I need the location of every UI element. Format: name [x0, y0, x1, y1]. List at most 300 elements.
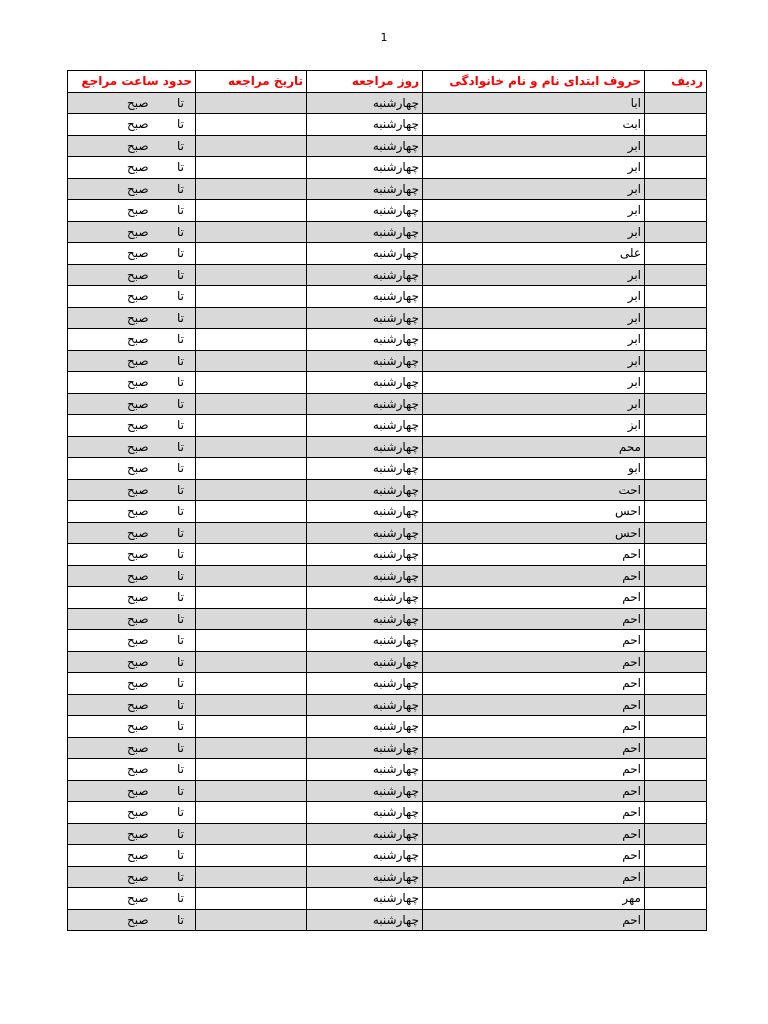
table-row — [68, 350, 707, 372]
table-row — [68, 737, 707, 759]
hours-to-label: تا — [177, 869, 184, 884]
cell-radif — [645, 716, 707, 738]
cell-name-initials: احس — [423, 501, 645, 523]
cell-visit-hours — [68, 651, 196, 673]
cell-visit-date — [196, 157, 307, 179]
table-row — [68, 823, 707, 845]
table-row — [68, 286, 707, 308]
cell-visit-hours — [68, 522, 196, 544]
cell-visit-date — [196, 436, 307, 458]
cell-visit-hours — [68, 157, 196, 179]
cell-radif — [645, 264, 707, 286]
appointment-table — [67, 70, 707, 931]
hours-to-label: تا — [177, 805, 184, 820]
cell-visit-day: چهارشنبه — [307, 694, 423, 716]
cell-visit-day: چهارشنبه — [307, 372, 423, 394]
table-row — [68, 178, 707, 200]
cell-radif — [645, 501, 707, 523]
cell-name-initials: مهر — [423, 888, 645, 910]
table-row — [68, 415, 707, 437]
cell-radif — [645, 673, 707, 695]
cell-visit-hours — [68, 802, 196, 824]
cell-visit-hours — [68, 608, 196, 630]
cell-visit-hours — [68, 329, 196, 351]
table-row — [68, 372, 707, 394]
hours-morning-label: صبح — [127, 203, 149, 218]
cell-visit-day: چهارشنبه — [307, 393, 423, 415]
hours-to-label: تا — [177, 568, 184, 583]
cell-visit-hours — [68, 178, 196, 200]
cell-visit-date — [196, 264, 307, 286]
hours-morning-label: صبح — [127, 117, 149, 132]
cell-visit-hours — [68, 479, 196, 501]
header-visit-hours: حدود ساعت مراجع — [68, 71, 196, 93]
cell-visit-hours — [68, 92, 196, 114]
cell-visit-date — [196, 544, 307, 566]
hours-to-label: تا — [177, 633, 184, 648]
hours-morning-label: صبح — [127, 181, 149, 196]
hours-to-label: تا — [177, 396, 184, 411]
cell-visit-hours — [68, 780, 196, 802]
cell-visit-date — [196, 458, 307, 480]
hours-morning-label: صبح — [127, 439, 149, 454]
cell-radif — [645, 866, 707, 888]
hours-to-label: تا — [177, 697, 184, 712]
cell-visit-day: چهارشنبه — [307, 608, 423, 630]
hours-to-label: تا — [177, 504, 184, 519]
page-number: 1 — [380, 31, 388, 44]
hours-morning-label: صبح — [127, 697, 149, 712]
table-row — [68, 780, 707, 802]
cell-visit-date — [196, 350, 307, 372]
table-row — [68, 307, 707, 329]
cell-name-initials: احم — [423, 737, 645, 759]
cell-visit-day: چهارشنبه — [307, 114, 423, 136]
cell-name-initials: احم — [423, 608, 645, 630]
cell-visit-hours — [68, 436, 196, 458]
hours-morning-label: صبح — [127, 676, 149, 691]
cell-visit-hours — [68, 372, 196, 394]
hours-morning-label: صبح — [127, 912, 149, 927]
hours-to-label: تا — [177, 353, 184, 368]
cell-visit-date — [196, 92, 307, 114]
hours-to-label: تا — [177, 461, 184, 476]
table-row — [68, 866, 707, 888]
cell-visit-day: چهارشنبه — [307, 651, 423, 673]
cell-radif — [645, 759, 707, 781]
cell-name-initials: ابا — [423, 92, 645, 114]
hours-morning-label: صبح — [127, 224, 149, 239]
hours-morning-label: صبح — [127, 461, 149, 476]
header-visit-day: روز مراجعه — [307, 71, 423, 93]
hours-to-label: تا — [177, 783, 184, 798]
cell-visit-hours — [68, 200, 196, 222]
hours-morning-label: صبح — [127, 719, 149, 734]
cell-visit-date — [196, 135, 307, 157]
cell-visit-date — [196, 888, 307, 910]
hours-to-label: تا — [177, 418, 184, 433]
cell-radif — [645, 565, 707, 587]
cell-radif — [645, 178, 707, 200]
cell-visit-date — [196, 780, 307, 802]
cell-name-initials: احم — [423, 565, 645, 587]
hours-morning-label: صبح — [127, 611, 149, 626]
cell-name-initials: علی — [423, 243, 645, 265]
cell-visit-date — [196, 630, 307, 652]
cell-visit-day: چهارشنبه — [307, 780, 423, 802]
hours-morning-label: صبح — [127, 504, 149, 519]
cell-visit-hours — [68, 888, 196, 910]
table-row — [68, 630, 707, 652]
table-row — [68, 587, 707, 609]
cell-visit-hours — [68, 630, 196, 652]
cell-name-initials: ابر — [423, 329, 645, 351]
hours-to-label: تا — [177, 848, 184, 863]
cell-name-initials: ابر — [423, 157, 645, 179]
table-row — [68, 501, 707, 523]
cell-radif — [645, 458, 707, 480]
hours-to-label: تا — [177, 912, 184, 927]
cell-name-initials: ابر — [423, 200, 645, 222]
cell-visit-day: چهارشنبه — [307, 458, 423, 480]
cell-radif — [645, 780, 707, 802]
cell-radif — [645, 909, 707, 931]
hours-morning-label: صبح — [127, 289, 149, 304]
table-row — [68, 909, 707, 931]
cell-visit-day: چهارشنبه — [307, 243, 423, 265]
table-row — [68, 651, 707, 673]
cell-visit-hours — [68, 114, 196, 136]
cell-visit-hours — [68, 673, 196, 695]
cell-visit-day: چهارشنبه — [307, 673, 423, 695]
hours-morning-label: صبح — [127, 891, 149, 906]
hours-morning-label: صبح — [127, 396, 149, 411]
hours-morning-label: صبح — [127, 375, 149, 390]
cell-name-initials: ابز — [423, 415, 645, 437]
cell-name-initials: احم — [423, 587, 645, 609]
cell-visit-date — [196, 823, 307, 845]
hours-morning-label: صبح — [127, 869, 149, 884]
cell-visit-date — [196, 673, 307, 695]
hours-to-label: تا — [177, 826, 184, 841]
cell-radif — [645, 157, 707, 179]
hours-to-label: تا — [177, 203, 184, 218]
cell-visit-hours — [68, 587, 196, 609]
cell-radif — [645, 522, 707, 544]
cell-name-initials: ابر — [423, 264, 645, 286]
cell-visit-date — [196, 694, 307, 716]
cell-name-initials: احم — [423, 630, 645, 652]
cell-visit-day: چهارشنبه — [307, 522, 423, 544]
cell-name-initials: احم — [423, 651, 645, 673]
hours-morning-label: صبح — [127, 525, 149, 540]
table-row — [68, 243, 707, 265]
cell-radif — [645, 200, 707, 222]
table-row — [68, 802, 707, 824]
cell-radif — [645, 243, 707, 265]
cell-visit-date — [196, 200, 307, 222]
hours-to-label: تا — [177, 375, 184, 390]
table-row — [68, 436, 707, 458]
hours-to-label: تا — [177, 95, 184, 110]
cell-visit-day: چهارشنبه — [307, 866, 423, 888]
hours-morning-label: صبح — [127, 138, 149, 153]
cell-visit-day: چهارشنبه — [307, 587, 423, 609]
cell-radif — [645, 307, 707, 329]
cell-visit-date — [196, 243, 307, 265]
cell-visit-date — [196, 393, 307, 415]
table-row — [68, 479, 707, 501]
cell-visit-day: چهارشنبه — [307, 909, 423, 931]
cell-visit-hours — [68, 716, 196, 738]
cell-visit-date — [196, 501, 307, 523]
cell-visit-hours — [68, 909, 196, 931]
hours-morning-label: صبح — [127, 353, 149, 368]
cell-name-initials: محم — [423, 436, 645, 458]
hours-morning-label: صبح — [127, 848, 149, 863]
cell-radif — [645, 823, 707, 845]
cell-visit-day: چهارشنبه — [307, 565, 423, 587]
hours-morning-label: صبح — [127, 805, 149, 820]
cell-visit-date — [196, 565, 307, 587]
hours-to-label: تا — [177, 547, 184, 562]
cell-visit-date — [196, 307, 307, 329]
hours-morning-label: صبح — [127, 547, 149, 562]
hours-morning-label: صبح — [127, 783, 149, 798]
table-row — [68, 888, 707, 910]
table-row — [68, 673, 707, 695]
cell-name-initials: احم — [423, 866, 645, 888]
cell-visit-day: چهارشنبه — [307, 286, 423, 308]
cell-visit-date — [196, 651, 307, 673]
cell-visit-date — [196, 802, 307, 824]
cell-visit-hours — [68, 544, 196, 566]
cell-name-initials: احم — [423, 909, 645, 931]
table-row — [68, 608, 707, 630]
cell-visit-hours — [68, 823, 196, 845]
cell-visit-day: چهارشنبه — [307, 307, 423, 329]
cell-name-initials: ابت — [423, 114, 645, 136]
cell-visit-hours — [68, 845, 196, 867]
hours-morning-label: صبح — [127, 310, 149, 325]
cell-visit-hours — [68, 694, 196, 716]
cell-radif — [645, 436, 707, 458]
cell-name-initials: ابر — [423, 135, 645, 157]
cell-visit-date — [196, 479, 307, 501]
cell-radif — [645, 845, 707, 867]
cell-visit-day: چهارشنبه — [307, 716, 423, 738]
cell-name-initials: احت — [423, 479, 645, 501]
cell-visit-date — [196, 114, 307, 136]
hours-to-label: تا — [177, 267, 184, 282]
hours-to-label: تا — [177, 525, 184, 540]
cell-visit-day: چهارشنبه — [307, 135, 423, 157]
cell-visit-hours — [68, 866, 196, 888]
cell-radif — [645, 350, 707, 372]
hours-morning-label: صبح — [127, 762, 149, 777]
cell-name-initials: ابر — [423, 286, 645, 308]
hours-morning-label: صبح — [127, 95, 149, 110]
cell-visit-hours — [68, 264, 196, 286]
hours-morning-label: صبح — [127, 740, 149, 755]
cell-visit-hours — [68, 221, 196, 243]
table-header-row — [68, 71, 707, 93]
cell-name-initials: ابر — [423, 393, 645, 415]
cell-visit-day: چهارشنبه — [307, 178, 423, 200]
hours-to-label: تا — [177, 224, 184, 239]
table-row — [68, 694, 707, 716]
hours-to-label: تا — [177, 310, 184, 325]
header-name-initials: حروف ابتدای نام و نام خانوادگی — [423, 71, 645, 93]
cell-visit-date — [196, 178, 307, 200]
table-row — [68, 114, 707, 136]
hours-to-label: تا — [177, 181, 184, 196]
cell-name-initials: احم — [423, 823, 645, 845]
hours-morning-label: صبح — [127, 160, 149, 175]
hours-morning-label: صبح — [127, 633, 149, 648]
cell-name-initials: ابر — [423, 178, 645, 200]
cell-radif — [645, 651, 707, 673]
cell-visit-hours — [68, 135, 196, 157]
hours-to-label: تا — [177, 611, 184, 626]
cell-name-initials: احم — [423, 544, 645, 566]
hours-to-label: تا — [177, 762, 184, 777]
cell-visit-date — [196, 286, 307, 308]
cell-visit-day: چهارشنبه — [307, 479, 423, 501]
table-row — [68, 759, 707, 781]
cell-name-initials: احس — [423, 522, 645, 544]
cell-name-initials: ابر — [423, 221, 645, 243]
cell-radif — [645, 630, 707, 652]
hours-to-label: تا — [177, 482, 184, 497]
cell-radif — [645, 608, 707, 630]
hours-morning-label: صبح — [127, 654, 149, 669]
cell-name-initials: احم — [423, 673, 645, 695]
hours-to-label: تا — [177, 246, 184, 261]
cell-visit-date — [196, 415, 307, 437]
cell-visit-day: چهارشنبه — [307, 823, 423, 845]
cell-visit-hours — [68, 759, 196, 781]
cell-visit-day: چهارشنبه — [307, 888, 423, 910]
cell-name-initials: ابو — [423, 458, 645, 480]
cell-visit-day: چهارشنبه — [307, 350, 423, 372]
cell-visit-hours — [68, 415, 196, 437]
cell-radif — [645, 694, 707, 716]
cell-visit-day: چهارشنبه — [307, 759, 423, 781]
cell-visit-hours — [68, 243, 196, 265]
hours-to-label: تا — [177, 654, 184, 669]
cell-visit-hours — [68, 393, 196, 415]
hours-to-label: تا — [177, 590, 184, 605]
hours-to-label: تا — [177, 160, 184, 175]
cell-radif — [645, 479, 707, 501]
hours-to-label: تا — [177, 719, 184, 734]
hours-morning-label: صبح — [127, 267, 149, 282]
cell-name-initials: احم — [423, 780, 645, 802]
hours-morning-label: صبح — [127, 418, 149, 433]
cell-visit-day: چهارشنبه — [307, 630, 423, 652]
cell-visit-date — [196, 372, 307, 394]
table-row — [68, 522, 707, 544]
hours-to-label: تا — [177, 676, 184, 691]
cell-name-initials: احم — [423, 694, 645, 716]
cell-visit-day: چهارشنبه — [307, 221, 423, 243]
cell-visit-day: چهارشنبه — [307, 436, 423, 458]
table-row — [68, 264, 707, 286]
cell-name-initials: ابر — [423, 350, 645, 372]
cell-radif — [645, 737, 707, 759]
table-row — [68, 716, 707, 738]
cell-visit-day: چهارشنبه — [307, 802, 423, 824]
cell-visit-hours — [68, 458, 196, 480]
cell-visit-date — [196, 587, 307, 609]
cell-visit-date — [196, 608, 307, 630]
cell-visit-hours — [68, 307, 196, 329]
cell-visit-day: چهارشنبه — [307, 264, 423, 286]
cell-visit-hours — [68, 737, 196, 759]
hours-morning-label: صبح — [127, 332, 149, 347]
cell-radif — [645, 587, 707, 609]
cell-visit-day: چهارشنبه — [307, 501, 423, 523]
cell-visit-day: چهارشنبه — [307, 329, 423, 351]
table-row — [68, 221, 707, 243]
table-row — [68, 92, 707, 114]
hours-morning-label: صبح — [127, 590, 149, 605]
hours-morning-label: صبح — [127, 246, 149, 261]
table-row — [68, 393, 707, 415]
cell-visit-hours — [68, 350, 196, 372]
hours-to-label: تا — [177, 740, 184, 755]
cell-visit-day: چهارشنبه — [307, 845, 423, 867]
table-row — [68, 845, 707, 867]
table-row — [68, 157, 707, 179]
cell-radif — [645, 544, 707, 566]
cell-radif — [645, 393, 707, 415]
cell-name-initials: احم — [423, 759, 645, 781]
cell-visit-day: چهارشنبه — [307, 200, 423, 222]
table-body — [68, 92, 707, 931]
cell-visit-date — [196, 909, 307, 931]
cell-name-initials: ابر — [423, 307, 645, 329]
table-row — [68, 565, 707, 587]
cell-radif — [645, 372, 707, 394]
cell-visit-day: چهارشنبه — [307, 415, 423, 437]
cell-radif — [645, 135, 707, 157]
cell-radif — [645, 92, 707, 114]
cell-radif — [645, 221, 707, 243]
hours-to-label: تا — [177, 891, 184, 906]
cell-visit-date — [196, 522, 307, 544]
cell-name-initials: احم — [423, 716, 645, 738]
cell-visit-hours — [68, 565, 196, 587]
cell-visit-day: چهارشنبه — [307, 737, 423, 759]
table-row — [68, 458, 707, 480]
hours-to-label: تا — [177, 439, 184, 454]
cell-radif — [645, 802, 707, 824]
hours-morning-label: صبح — [127, 826, 149, 841]
hours-morning-label: صبح — [127, 482, 149, 497]
cell-visit-date — [196, 845, 307, 867]
table-row — [68, 200, 707, 222]
hours-morning-label: صبح — [127, 568, 149, 583]
cell-radif — [645, 286, 707, 308]
hours-to-label: تا — [177, 289, 184, 304]
cell-visit-date — [196, 759, 307, 781]
cell-radif — [645, 114, 707, 136]
cell-visit-hours — [68, 286, 196, 308]
cell-visit-date — [196, 329, 307, 351]
cell-visit-day: چهارشنبه — [307, 92, 423, 114]
